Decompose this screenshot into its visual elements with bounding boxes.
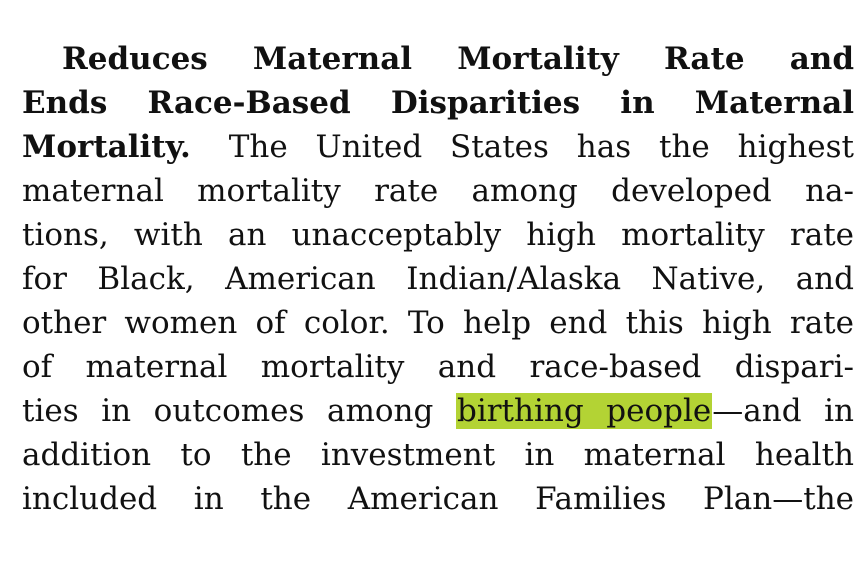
- text-line-10: addition to the investment in maternal health: [22, 437, 854, 473]
- heading-line-1: Reduces Maternal Mortality Rate and: [62, 41, 854, 77]
- text-line-7: other women of color. To help end this high rate: [22, 305, 854, 341]
- text-line-9-after: —and in: [712, 393, 855, 429]
- text-line-11: included in the American Families Plan—the: [22, 481, 854, 517]
- text-line-9: [22, 389, 854, 433]
- highlighted-phrase: birthing people: [456, 393, 712, 429]
- text-line-8: of maternal mortality and race-based dispari-: [22, 349, 854, 385]
- text-line-3-rest: The United States has the highest: [228, 129, 855, 165]
- text-line-4: maternal mortality rate among developed na-: [22, 173, 854, 209]
- text-line-6: for Black, American Indian/Alaska Native, and: [22, 261, 854, 297]
- paragraph: [22, 37, 854, 521]
- text-line-5: tions, with an unacceptably high mortality rate: [22, 217, 854, 253]
- text-line-9-before: ties in outcomes among: [22, 393, 434, 429]
- text-line-3: [22, 125, 854, 169]
- heading-line-3: Mortality.: [22, 129, 191, 165]
- heading-line-2: Ends Race-Based Disparities in Maternal: [22, 85, 854, 121]
